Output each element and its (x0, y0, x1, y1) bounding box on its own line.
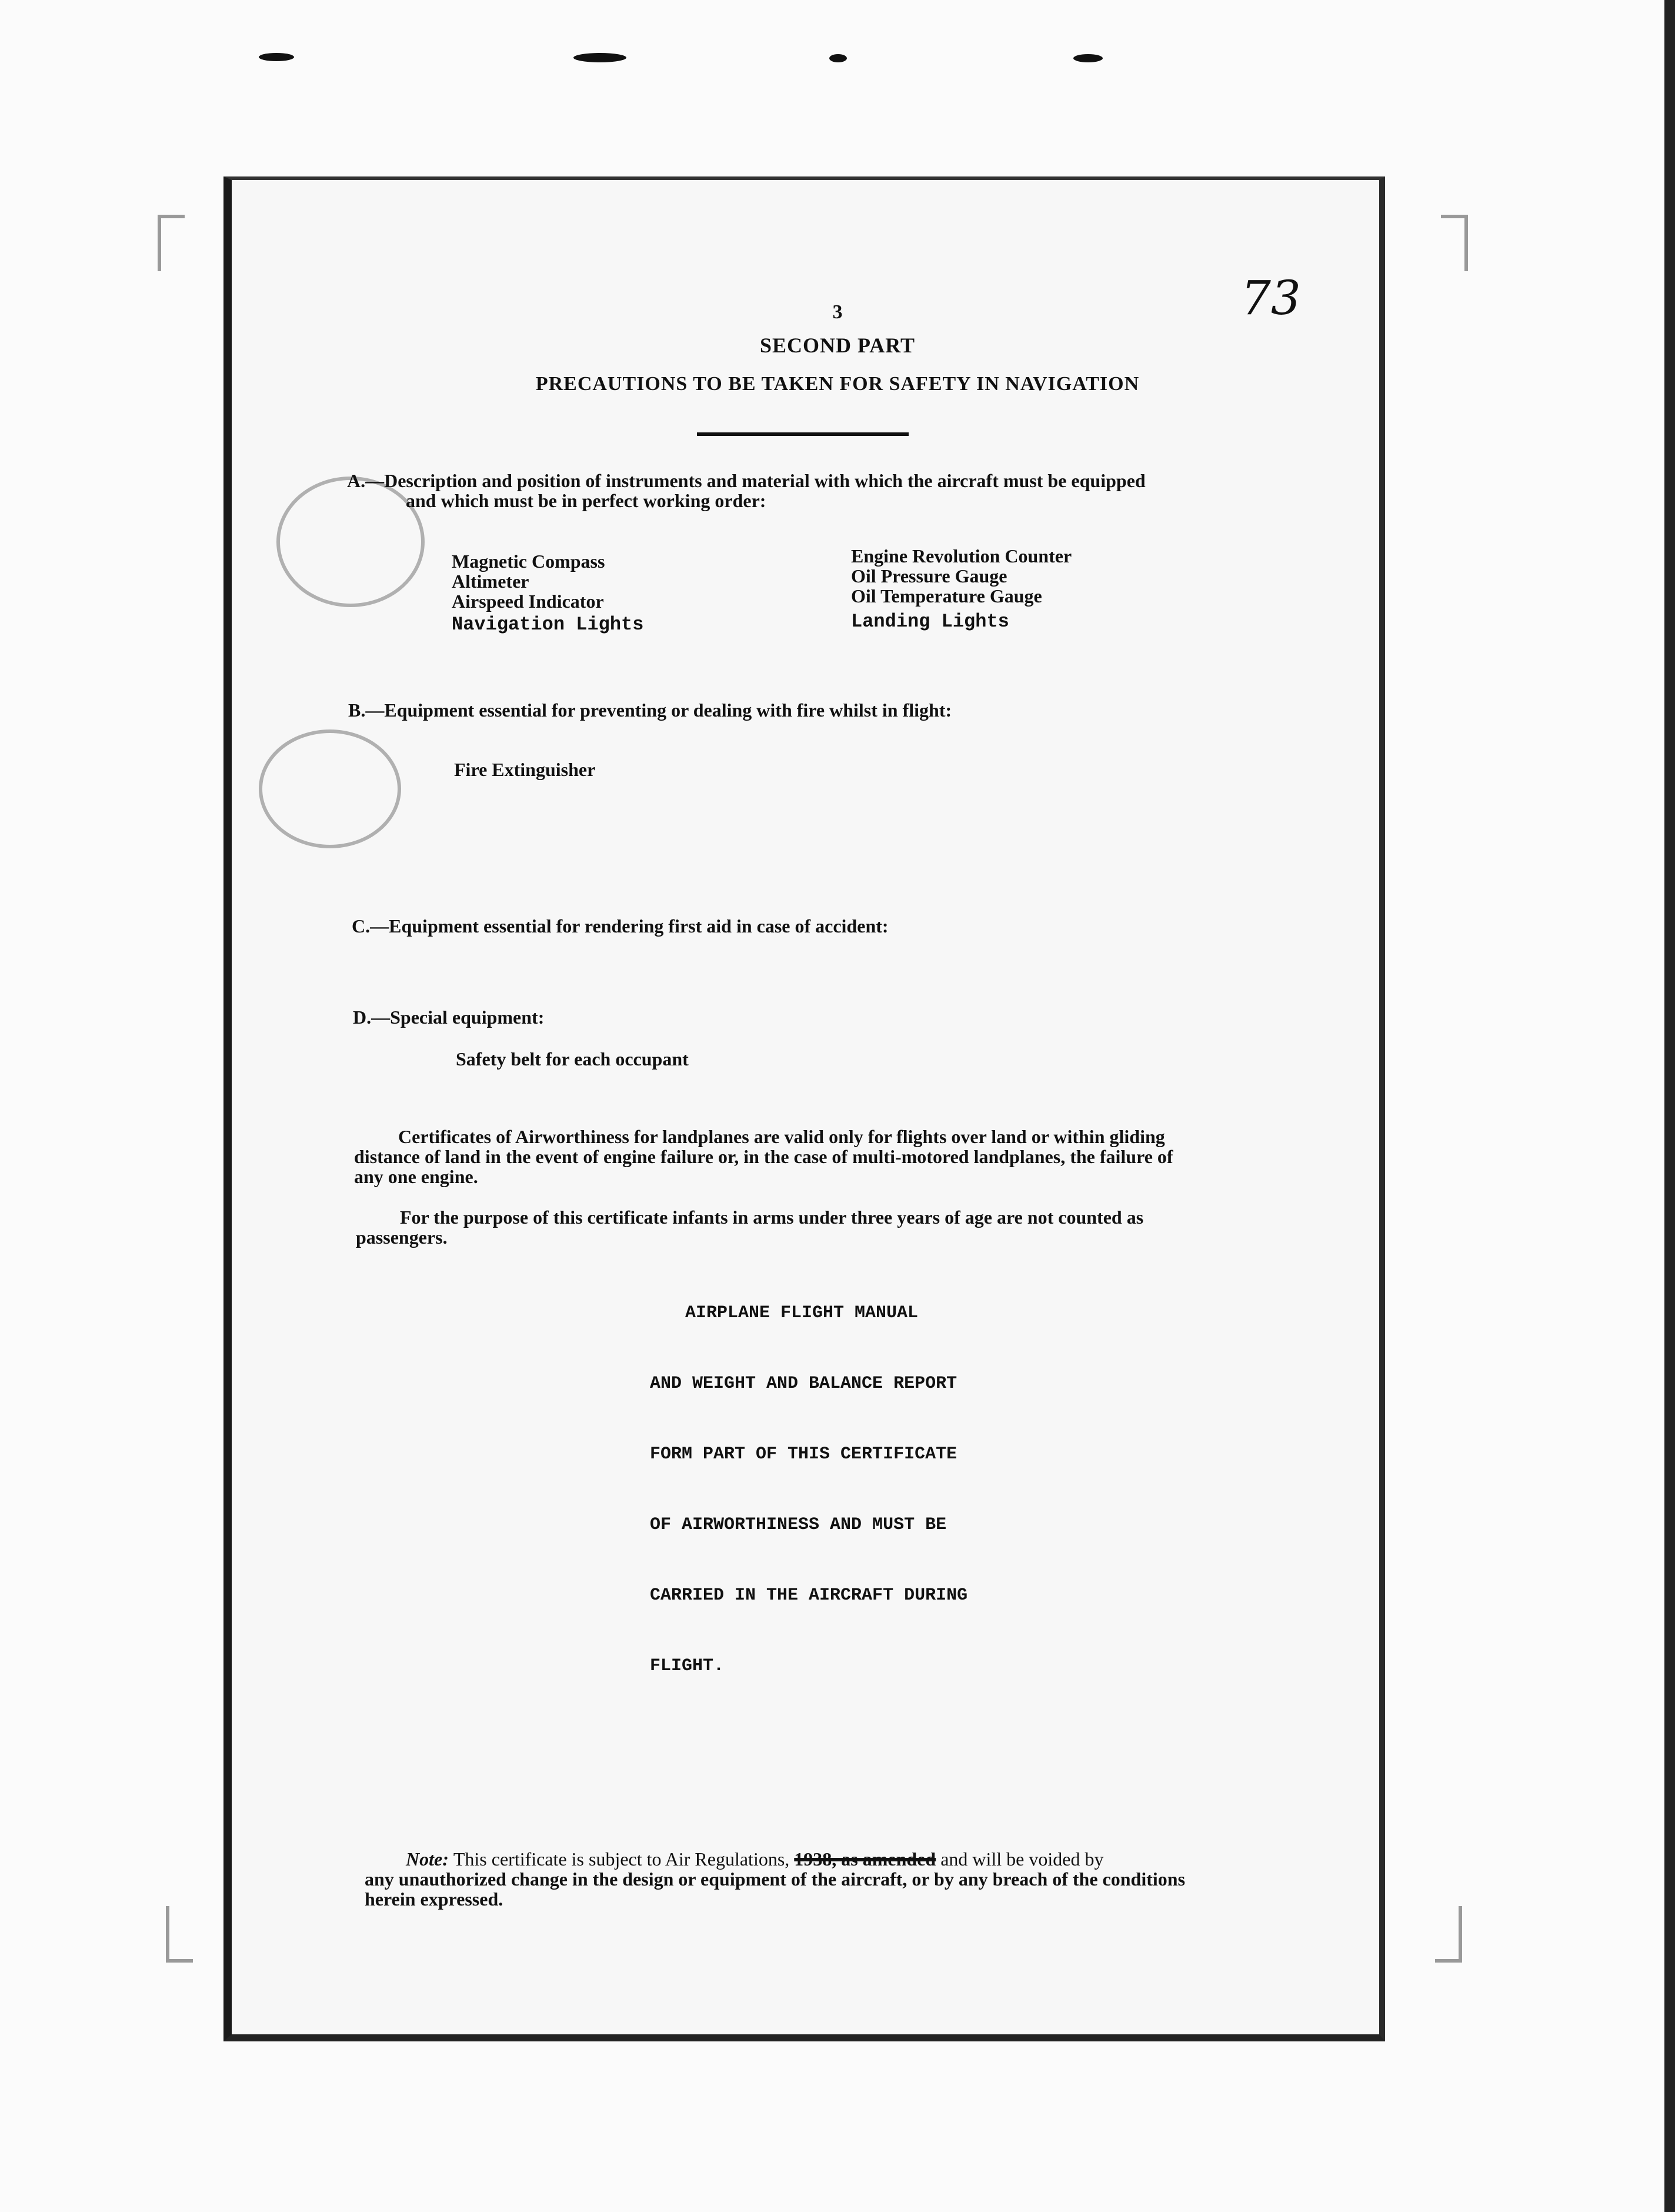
footer-note-text: This certificate is subject to Air Regulations, (453, 1848, 790, 1870)
typed-notice-line: FLIGHT. (650, 1656, 725, 1676)
page-number: 3 (832, 301, 843, 323)
footer-note (365, 1849, 1282, 1909)
section-d-item: Safety belt for each occupant (456, 1048, 689, 1070)
heading-rule (697, 432, 909, 436)
section-b-item: Fire Extinguisher (454, 759, 596, 780)
section-a-heading (347, 471, 1264, 511)
typed-instrument-item: Landing Lights (851, 611, 1009, 632)
typed-notice-line: OF AIRWORTHINESS AND MUST BE (650, 1515, 947, 1535)
film-speck (573, 53, 626, 62)
instrument-item: Magnetic Compass (452, 551, 605, 572)
typed-notice-line: CARRIED IN THE AIRCRAFT DURING (650, 1585, 968, 1605)
section-c-heading: C.—Equipment essential for rendering first aid in case of accident: (352, 915, 889, 937)
section-a-heading-line1: A.—Description and position of instruments and material with which the aircraft must be equipped (347, 470, 1146, 491)
handwritten-page-number: 73 (1241, 271, 1301, 325)
infants-note-line1: For the purpose of this certificate infants in arms under three years of age are not counted as (400, 1207, 1144, 1228)
crop-mark-top-left (158, 215, 185, 271)
validity-note (354, 1127, 1272, 1187)
section-a-left-list (452, 551, 643, 635)
section-d-heading: D.—Special equipment: (353, 1007, 545, 1028)
infants-note (356, 1207, 1273, 1247)
typed-notice-line: AND WEIGHT AND BALANCE REPORT (650, 1374, 957, 1394)
section-a-heading-line2: and which must be in perfect working order: (406, 490, 766, 511)
film-speck (829, 54, 847, 62)
instrument-item: Oil Pressure Gauge (851, 565, 1007, 587)
film-speck (1073, 54, 1103, 62)
typed-instrument-item: Navigation Lights (452, 614, 644, 635)
footer-note-text: and will be voided by (940, 1848, 1104, 1870)
validity-note-line3: any one engine. (354, 1166, 478, 1187)
validity-note-line2: distance of land in the event of engine failure or, in the case of multi-motored landplanes, the failure of (354, 1146, 1173, 1167)
footer-note-label: Note: (406, 1848, 449, 1870)
validity-note-line1: Certificates of Airworthiness for landplanes are valid only for flights over land or within gliding (398, 1126, 1165, 1147)
section-a-right-list (851, 546, 1072, 632)
instrument-item: Engine Revolution Counter (851, 545, 1072, 567)
certificate-sheet (223, 176, 1385, 2041)
infants-note-line2: passengers. (356, 1227, 448, 1248)
postal-stamp (259, 729, 401, 848)
section-heading: PRECAUTIONS TO BE TAKEN FOR SAFETY IN NAVIGATION (535, 373, 1140, 395)
crop-mark-top-right (1441, 215, 1468, 271)
footer-note-line1 (365, 1849, 1282, 1869)
section-b-heading: B.—Equipment essential for preventing or dealing with fire whilst in flight: (348, 699, 952, 721)
instrument-item: Altimeter (452, 571, 529, 592)
crop-mark-bottom-left (166, 1906, 193, 1963)
footer-note-line3: herein expressed. (365, 1888, 503, 1910)
typed-flight-manual-notice (650, 1254, 967, 1725)
footer-note-line2: any unauthorized change in the design or equipment of the aircraft, or by any breach of the conditions (365, 1868, 1186, 1890)
instrument-item: Oil Temperature Gauge (851, 585, 1042, 607)
instrument-item: Airspeed Indicator (452, 591, 604, 612)
typed-notice-line: FORM PART OF THIS CERTIFICATE (650, 1444, 957, 1464)
part-title: SECOND PART (759, 334, 916, 357)
film-speck (259, 53, 294, 61)
typed-notice-line: AIRPLANE FLIGHT MANUAL (685, 1303, 919, 1323)
crop-mark-bottom-right (1435, 1906, 1462, 1963)
struck-out-text: 1938, as amended (794, 1848, 936, 1870)
